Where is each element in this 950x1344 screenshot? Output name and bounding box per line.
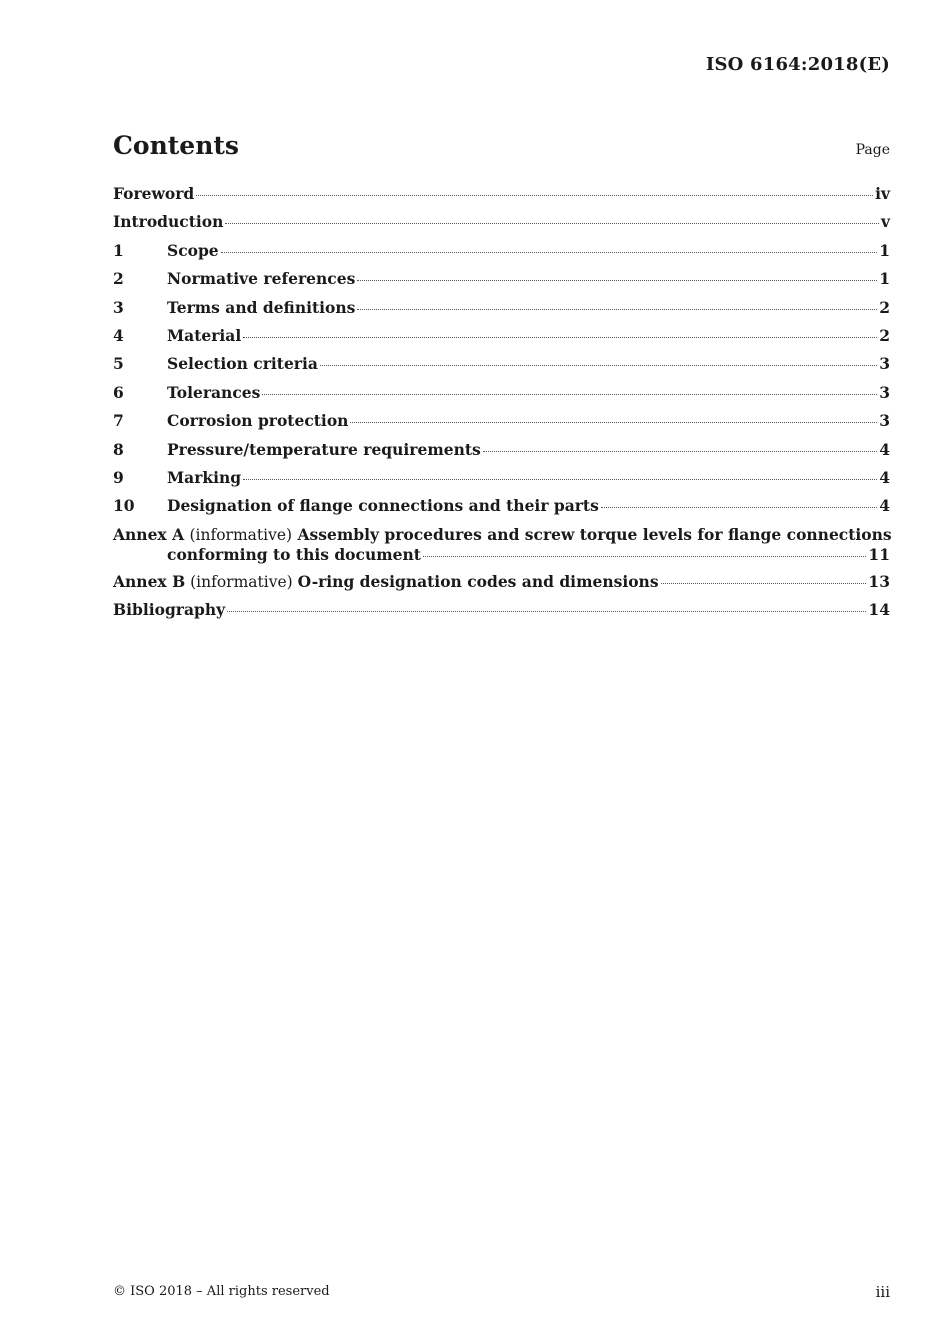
toc-entry-title: Marking <box>167 467 242 487</box>
dot-leader <box>357 280 877 281</box>
toc-entry-foreword[interactable] <box>113 184 890 212</box>
clause-number: 6 <box>113 382 124 402</box>
dot-leader <box>227 611 866 612</box>
toc-entry-title: Foreword <box>113 184 195 203</box>
contents-title: Contents <box>113 131 240 160</box>
clause-number: 1 <box>113 240 124 260</box>
toc-entry-clause-8[interactable] <box>113 440 890 468</box>
toc-entry-clause-10[interactable] <box>113 496 890 524</box>
toc-entry-title: Introduction <box>113 212 224 232</box>
toc-entry-title: O-ring designation codes and dimensions <box>297 571 659 591</box>
toc-entry-title: Tolerances <box>167 382 261 402</box>
dot-leader <box>350 422 877 423</box>
toc-entry-title: Pressure/temperature requirements <box>167 439 481 459</box>
toc-entry-page: 14 <box>868 600 890 620</box>
annex-qualifier: (informative) <box>190 572 293 591</box>
toc-entry-page: 11 <box>868 544 890 564</box>
toc-entry-page: 3 <box>879 354 890 374</box>
toc-entry-title: Designation of flange connections and their parts <box>167 496 599 516</box>
table-of-contents <box>113 184 890 628</box>
dot-leader <box>243 479 877 480</box>
dot-leader <box>661 583 867 584</box>
dot-leader <box>196 195 873 196</box>
clause-number: 10 <box>113 496 135 516</box>
clause-number: 5 <box>113 354 124 374</box>
clause-number: 9 <box>113 467 124 487</box>
clause-number: 8 <box>113 439 124 459</box>
dot-leader <box>221 252 878 253</box>
toc-entry-page: 3 <box>879 411 890 431</box>
toc-entry-clause-3[interactable] <box>113 298 890 326</box>
toc-entry-page: 2 <box>879 297 890 317</box>
toc-entry-title: Terms and definitions <box>167 297 356 317</box>
annex-title-line-2: conforming to this document <box>167 544 421 564</box>
toc-entry-page: 2 <box>879 325 890 345</box>
toc-entry-clause-4[interactable] <box>113 326 890 354</box>
toc-entry-page: 4 <box>879 496 890 516</box>
annex-a-line-2 <box>113 545 890 564</box>
annex-label: Annex B <box>113 571 186 591</box>
toc-entry-clause-2[interactable] <box>113 269 890 297</box>
dot-leader <box>423 556 867 557</box>
toc-entry-annex-b[interactable] <box>113 572 890 600</box>
dot-leader <box>262 394 877 395</box>
clause-number: 3 <box>113 297 124 317</box>
dot-leader <box>357 309 877 310</box>
dot-leader <box>320 365 877 366</box>
toc-entry-page: 4 <box>879 439 890 459</box>
toc-entry-clause-5[interactable] <box>113 354 890 382</box>
clause-number: 7 <box>113 411 124 431</box>
dot-leader <box>243 337 877 338</box>
clause-number: 2 <box>113 269 124 289</box>
toc-entry-clause-9[interactable] <box>113 468 890 496</box>
toc-entry-page: 13 <box>868 571 890 591</box>
toc-entry-bibliography[interactable] <box>113 600 890 628</box>
page-column-label: Page <box>855 142 890 158</box>
toc-entry-introduction[interactable] <box>113 212 890 240</box>
toc-entry-page: iv <box>875 184 890 203</box>
toc-entry-page: 4 <box>879 467 890 487</box>
toc-entry-clause-7[interactable] <box>113 411 890 439</box>
toc-entry-page: 1 <box>879 269 890 289</box>
annex-a-line-1 <box>113 525 890 544</box>
annex-qualifier: (informative) <box>189 525 293 544</box>
toc-entry-title: Corrosion protection <box>167 411 349 431</box>
annex-title-line-1: Assembly procedures and screw torque levels for flange connections <box>297 524 892 544</box>
toc-entry-page: 3 <box>879 382 890 402</box>
dot-leader <box>483 451 877 452</box>
toc-entry-page: 1 <box>879 240 890 260</box>
footer-copyright: © ISO 2018 – All rights reserved <box>113 1284 330 1299</box>
toc-entry-title: Normative references <box>167 269 356 289</box>
toc-entry-title: Material <box>167 325 242 345</box>
clause-number: 4 <box>113 325 124 345</box>
document-id: ISO 6164:2018(E) <box>705 54 890 75</box>
toc-entry-clause-1[interactable] <box>113 241 890 269</box>
toc-entry-annex-a[interactable] <box>113 525 890 564</box>
footer-page-number: iii <box>875 1283 890 1301</box>
toc-entry-title: Selection criteria <box>167 354 318 374</box>
annex-label: Annex A <box>113 524 185 544</box>
toc-entry-title: Scope <box>167 240 219 260</box>
dot-leader <box>601 507 877 508</box>
dot-leader <box>225 223 879 224</box>
toc-entry-page: v <box>880 212 890 232</box>
toc-entry-title: Bibliography <box>113 600 226 620</box>
toc-entry-clause-6[interactable] <box>113 383 890 411</box>
